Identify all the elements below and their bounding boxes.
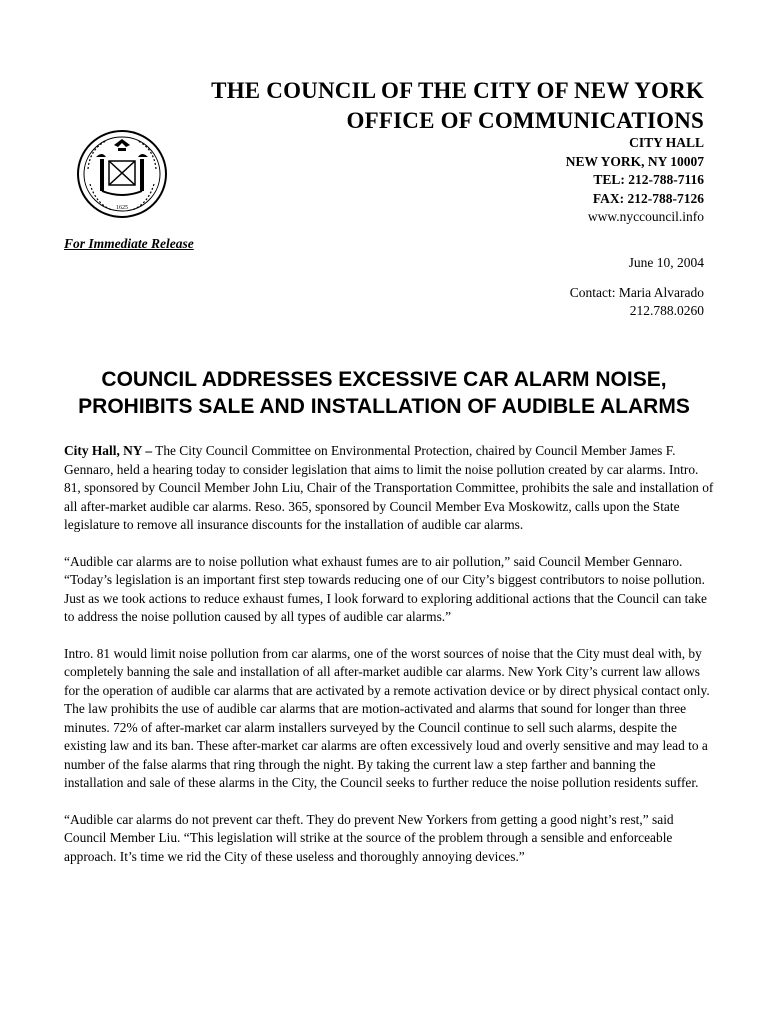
address-line: CITY HALL [629,135,704,150]
letterhead-title [211,76,704,136]
media-contact [570,284,704,320]
city-state-zip: NEW YORK, NY 10007 [565,153,704,169]
release-label: For Immediate Release [64,236,194,251]
paragraph-1-text: The City Council Committee on Environmental Protection, chaired by Council Member James F. Gennaro, held a hearing today to consider legislation that aims to limit the noise pollution created by car alarms. Intro. 81, sponsored by Council Member John Liu, Chair of the Transportation Committee, prohibits the sale and installation of all after-market audible car alarms. Reso. 365, sponsored by Council Member Eva Moskowitz, calls upon the State legislature to remove all insurance discounts for the installation of audible car alarms. [64,443,714,532]
contact-name: Contact: Maria Alvarado [569,285,704,300]
paragraph-1 [64,442,716,535]
letterhead-contact [566,134,704,227]
paragraph-2: “Audible car alarms are to noise pollution what exhaust fumes are to air pollution,” said Council Member Gennaro. “Today’s legislation is an important first step towards reducing one of our City’s biggest contributors to noise pollution. Just as we took actions to reduce exhaust fumes, I look forward to exploring additional actions that the Council can take to address the noise pollution caused by all types of audible car alarms.” [64,553,707,624]
press-headline [20,366,748,420]
dateline: City Hall, NY – [64,443,153,458]
release-date: June 10, 2004 [628,255,704,270]
fax: FAX: 212-788-7126 [592,190,704,206]
headline-line-2: PROHIBITS SALE AND INSTALLATION OF AUDIBLE ALARMS [78,395,690,418]
telephone: TEL: 212-788-7116 [593,172,704,187]
contact-phone: 212.788.0260 [629,303,704,318]
website-link[interactable]: www.nyccouncil.info [587,209,704,224]
city-seal-icon [76,129,168,219]
paragraph-3: Intro. 81 would limit noise pollution from car alarms, one of the worst sources of noise that the City must deal with, by completely banning the sale and installation of all after-market audible car alarms. New York City’s current law allows for the operation of audible car alarms that are activated by a remote activation device or by direct physical contact only. The law prohibits the use of audible car alarms that are motion-activated and alarms that sound for longer than three minutes. 72% of after-market car alarm installers surveyed by the Council continue to sell such alarms, despite the existing law and its ban. These after-market car alarms are often excessively loud and overly sensitive and may lead to a number of the false alarms that ring through the night. By taking the current law a step farther and banning the installation and sale of these alarms in the City, the Council seeks to further reduce the noise pollution residents suffer. [64,645,710,790]
seal-year: 1625 [116,205,128,211]
office-name: OFFICE OF COMMUNICATIONS [346,108,704,133]
paragraph-4: “Audible car alarms do not prevent car theft. They do prevent New Yorkers from getting a good night’s rest,” said Council Member Liu. “This legislation will strike at the source of the problem through a sensible and enforceable approach. It’s time we rid the City of these useless and thoroughly annoying devices.” [64,811,674,864]
press-release-body [64,442,716,884]
org-name: THE COUNCIL OF THE CITY OF NEW YORK [211,78,704,103]
headline-line-1: COUNCIL ADDRESSES EXCESSIVE CAR ALARM NOISE, [101,368,667,391]
